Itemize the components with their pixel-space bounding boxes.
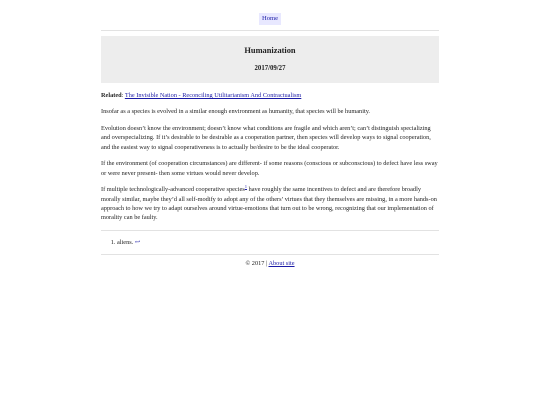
paragraph-4-end: have roughly the same incentives to defect and are therefore broadly morally similar, maybe they’d all self-modify to adopt any of the others’ virtues that they themselves are missing, in a more hands-on approach to how we try to adapt ourselves around virtue-emotions that turn out to be wrong, recognizing that our implementation of morality can be faulty.	[101, 186, 437, 222]
footer-divider: |	[265, 260, 268, 268]
related-label: Related	[101, 92, 122, 99]
post-header	[101, 36, 439, 83]
footnote-ref-1[interactable]: 1	[244, 183, 248, 189]
copyright-text: © 2017	[245, 260, 265, 268]
footnote-item	[117, 238, 439, 247]
paragraph-3: If the environment (of cooperation circumstances) are different- if some reasons (conscious or subconscious) to defect have less sway or were never present- then some virtues would never develop.	[101, 160, 438, 177]
post-body	[101, 91, 439, 223]
site-footer	[101, 254, 439, 268]
post-date: 2017/09/27	[254, 64, 286, 72]
paragraph-1: Insofar as a species is evolved in a similar enough environment as humanity, that species will be humanity.	[101, 108, 371, 116]
footnote-back-link[interactable]: ↩	[134, 238, 141, 246]
paragraph-4	[101, 185, 439, 223]
home-link[interactable]: Home	[259, 13, 281, 25]
nav-divider	[101, 30, 439, 31]
footnotes	[101, 230, 439, 247]
paragraph-4-start: If multiple technologically-advanced cooperative species	[101, 186, 245, 194]
related-colon: :	[121, 92, 125, 99]
about-site-link[interactable]: About site	[268, 260, 295, 268]
post-title: Humanization	[244, 46, 296, 55]
page-container	[101, 0, 439, 269]
footnote-text: aliens.	[117, 238, 134, 246]
top-nav	[101, 0, 439, 30]
related-line	[101, 91, 439, 100]
paragraph-2: Evolution doesn’t know the environment; doesn’t know what conditions are fragile and which aren’t; can’t distinguish specializing and overspecializing. If it’s desirable to be desirable as a cooperation partner, then species will develop ways to signal cooperation, and the easiest way to signal cooperativeness is to actually be/desire to be the ideal cooperator.	[101, 124, 431, 151]
related-post-link[interactable]: The Invisible Nation - Reconciling Utilitarianism And Contractualism	[124, 92, 302, 99]
